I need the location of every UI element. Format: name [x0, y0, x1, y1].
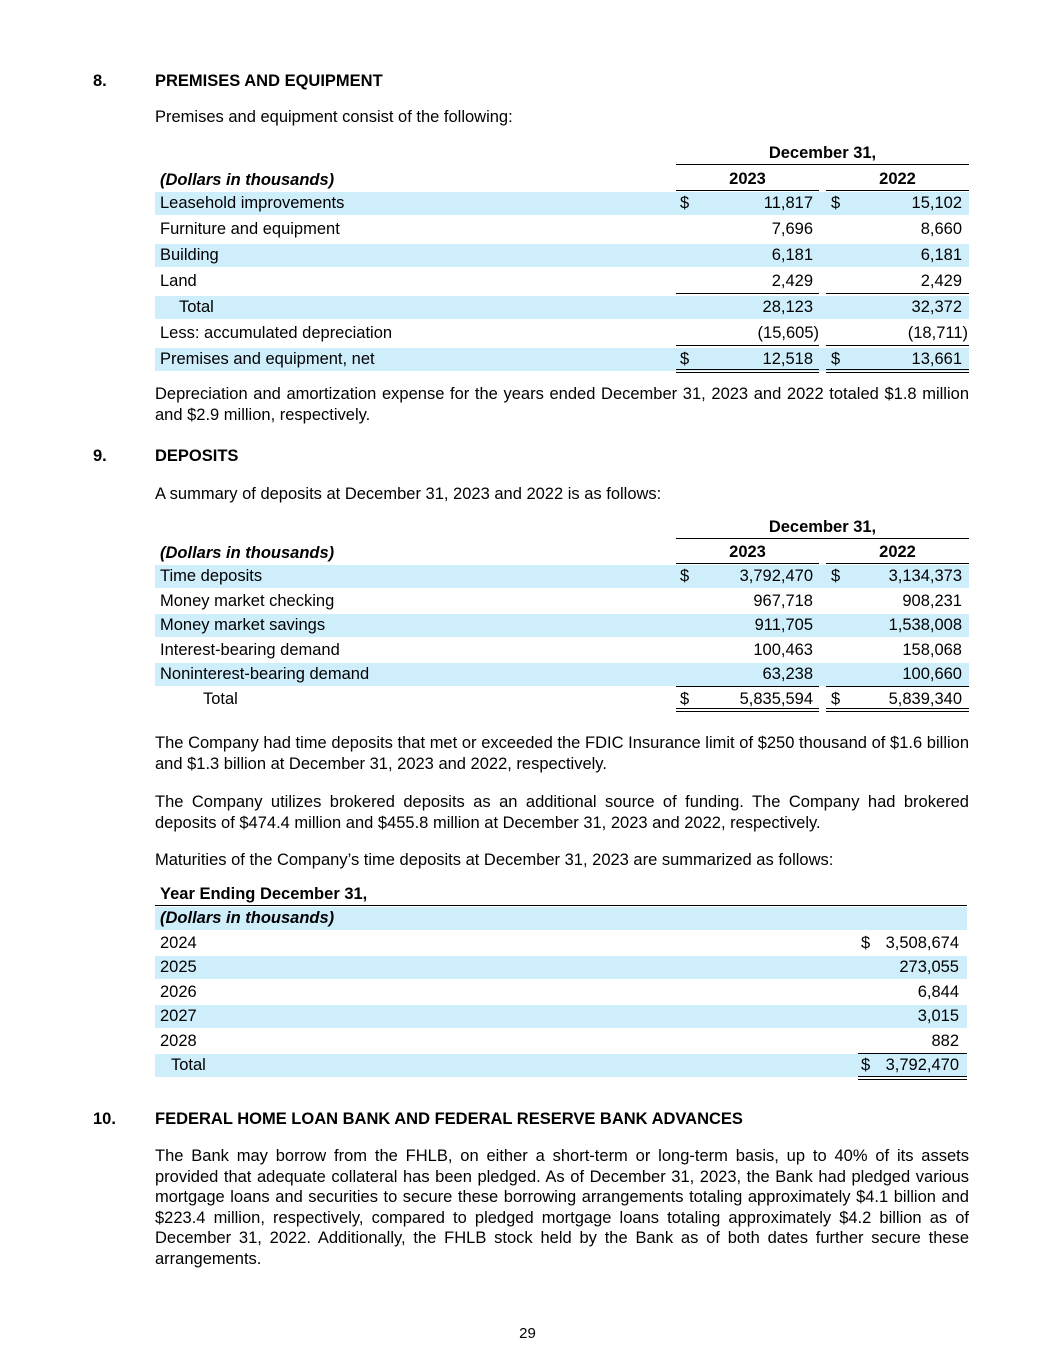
row-label: 2028	[160, 1032, 197, 1050]
table-row	[155, 907, 967, 930]
dollar-sign: $	[680, 350, 690, 368]
section-number: 9.	[93, 447, 107, 465]
depreciation-note: Depreciation and amortization expense for the years ended December 31, 2023 and 2022 totaled $1.8 million and $2.9 million, respectively.	[155, 385, 969, 424]
row-value: 3,792,470	[885, 1056, 959, 1074]
row-label: Total	[171, 1056, 206, 1074]
table-row	[155, 270, 969, 293]
column-header-2023: 2023	[729, 170, 766, 188]
section-number: 8.	[93, 72, 107, 90]
row-label: Premises and equipment, net	[160, 350, 375, 368]
value-2023: 911,705	[754, 616, 813, 634]
row-label: Total	[203, 690, 238, 708]
value-2023: (15,605)	[757, 324, 819, 342]
row-label: Noninterest-bearing demand	[160, 665, 370, 683]
row-label: 2027	[160, 1007, 197, 1025]
value-2023: 5,835,594	[739, 690, 813, 708]
dollar-sign: $	[680, 690, 690, 708]
value-2022: 100,660	[902, 665, 962, 683]
fdic-paragraph: The Company had time deposits that met or exceeded the FDIC Insurance limit of $250 thousand of $1.6 billion and $1.3 billion at December 31, 2023 and 2022, respectively.	[155, 734, 969, 773]
column-header-2023: 2023	[729, 543, 766, 561]
table-row	[155, 244, 969, 267]
value-2022: 6,181	[920, 246, 962, 264]
row-value: 3,508,674	[885, 934, 959, 952]
value-2023: 12,518	[762, 350, 813, 368]
value-2022: (18,711)	[907, 324, 968, 342]
row-label: Time deposits	[160, 567, 263, 585]
dollar-sign: $	[861, 1056, 871, 1074]
value-2022: 32,372	[911, 298, 962, 316]
column-header-2022: 2022	[879, 170, 916, 188]
table-row	[155, 348, 969, 371]
row-label: 2025	[160, 958, 197, 976]
row-label: Total	[179, 298, 214, 316]
table-row	[155, 590, 969, 613]
table-row	[155, 296, 969, 319]
section-title: DEPOSITS	[155, 447, 239, 465]
row-value: 273,055	[899, 958, 959, 976]
row-label: Less: accumulated depreciation	[160, 324, 393, 342]
row-value: 3,015	[917, 1007, 959, 1025]
table-row	[155, 1005, 967, 1028]
maturities-intro: Maturities of the Company’s time deposits at December 31, 2023 are summarized as follows:	[155, 851, 834, 869]
maturity-header: Year Ending December 31,	[160, 885, 368, 903]
value-2022: 3,134,373	[888, 567, 962, 585]
table-group-header: December 31,	[768, 144, 877, 162]
value-2023: 2,429	[771, 272, 813, 290]
value-2023: 63,238	[762, 665, 813, 683]
table-row	[155, 192, 969, 215]
dollar-sign: $	[831, 194, 841, 212]
value-2022: 1,538,008	[888, 616, 962, 634]
row-label: Land	[160, 272, 197, 290]
value-2022: 15,102	[911, 194, 962, 212]
row-label: Building	[160, 246, 219, 264]
value-2023: 7,696	[771, 220, 813, 238]
table-row	[155, 322, 969, 345]
dollar-sign: $	[831, 350, 841, 368]
row-label: Leasehold improvements	[160, 194, 345, 212]
value-2022: 13,661	[911, 350, 962, 368]
table-row	[155, 218, 969, 241]
table-row	[155, 565, 969, 588]
value-2023: 967,718	[753, 592, 813, 610]
value-2022: 158,068	[902, 641, 962, 659]
table-unit-label: (Dollars in thousands)	[160, 171, 335, 189]
table-unit-label: (Dollars in thousands)	[160, 544, 335, 562]
column-header-2022: 2022	[879, 543, 916, 561]
table-row	[155, 932, 967, 955]
section-intro: Premises and equipment consist of the following:	[155, 108, 513, 126]
value-2023: 11,817	[763, 194, 813, 212]
value-2022: 908,231	[902, 592, 962, 610]
table-unit-label: (Dollars in thousands)	[160, 909, 335, 927]
table-row	[155, 1030, 967, 1053]
value-2023: 6,181	[771, 246, 813, 264]
row-label: Furniture and equipment	[160, 220, 340, 238]
fhlb-paragraph: The Bank may borrow from the FHLB, on either a short-term or long-term basis, up to 40% of its assets provided that adequate collateral has been pledged. As of December 31, 2023, the Bank had pledged various mortgage loans and securities to secure these borrowing arrangements totaling approximately $4.1 billion and $223.4 million, respectively, compared to pledged mortgage loans totaling approximately $4.2 billion as of December 31, 2022. Additionally, the FHLB stock held by the Bank as of both dates further secure these arrangements.	[155, 1147, 969, 1268]
dollar-sign: $	[831, 567, 841, 585]
row-value: 882	[931, 1032, 959, 1050]
section-number: 10.	[93, 1110, 116, 1128]
row-label: 2026	[160, 983, 197, 1001]
table-row	[155, 614, 969, 637]
value-2022: 8,660	[920, 220, 962, 238]
value-2023: 28,123	[762, 298, 813, 316]
row-label: 2024	[160, 934, 197, 952]
dollar-sign: $	[680, 567, 690, 585]
section-title: FEDERAL HOME LOAN BANK AND FEDERAL RESERVE BANK ADVANCES	[155, 1110, 743, 1128]
table-row	[155, 1054, 967, 1077]
table-row	[155, 981, 967, 1004]
section-intro: A summary of deposits at December 31, 2023 and 2022 is as follows:	[155, 485, 662, 503]
value-2023: 3,792,470	[739, 567, 813, 585]
row-value: 6,844	[917, 983, 959, 1001]
row-label: Interest-bearing demand	[160, 641, 340, 659]
page-number: 29	[519, 1325, 536, 1342]
table-row	[155, 639, 969, 662]
dollar-sign: $	[680, 194, 690, 212]
section-title: PREMISES AND EQUIPMENT	[155, 72, 383, 90]
value-2022: 2,429	[920, 272, 962, 290]
table-group-header: December 31,	[768, 518, 877, 536]
brokered-paragraph: The Company utilizes brokered deposits as an additional source of funding. The Company had brokered deposits of $474.4 million and $455.8 million at December 31, 2023 and 2022, respectively.	[155, 793, 969, 832]
table-row	[155, 663, 969, 686]
row-label: Money market checking	[160, 592, 335, 610]
table-row	[155, 956, 967, 979]
dollar-sign: $	[831, 690, 841, 708]
row-label: Money market savings	[160, 616, 326, 634]
value-2022: 5,839,340	[888, 690, 962, 708]
value-2023: 100,463	[753, 641, 813, 659]
dollar-sign: $	[861, 934, 871, 952]
